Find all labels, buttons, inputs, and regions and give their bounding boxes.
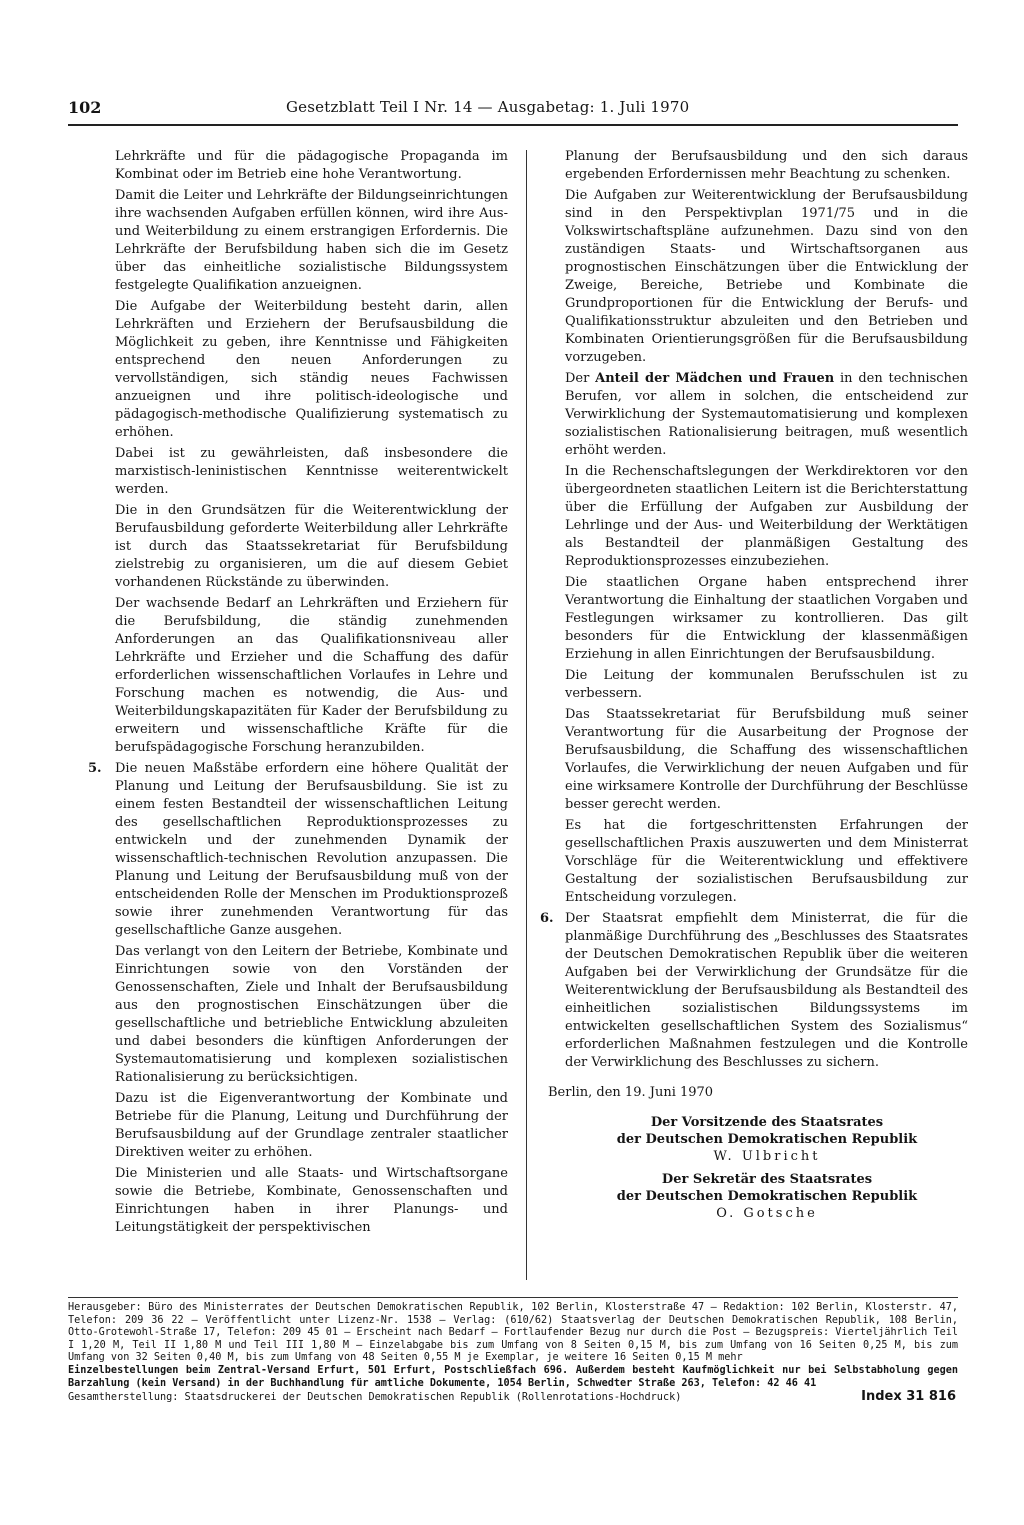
text-run: in den technischen Berufen, vor allem in solchen, die entscheidend zur Verwirklichung der Systemautomatisierung und komplexen sozialistischen Rationalisierung beitragen, muß wesentlich erhöht werden. (565, 371, 968, 458)
signature-title: Der Sekretär des Staatsrates (661, 1172, 873, 1187)
paragraph: Die staatlichen Organe haben entsprechend ihrer Verantwortung die Einhaltung der staatlichen Vorgaben und Festlegungen wirksamer zu kontrollieren. Das gilt besonders für die Entwicklung der klassenmäßigen Erziehung in allen Einrichtungen der Berufsausbildung. (565, 575, 968, 662)
paragraph (546, 370, 968, 460)
emphasis-text: Anteil der Mädchen und Frauen (595, 371, 835, 386)
left-column (68, 148, 508, 1240)
paragraph: Es hat die fortgeschrittensten Erfahrungen der gesellschaftlichen Praxis auszuwerten und dem Ministerrat Vorschläge für die Weiterentwicklung und effektivere Gestaltung der sozialistischen Berufsausbildung zur Entscheidung vorzulegen. (565, 818, 968, 905)
paragraph: Die Aufgabe der Weiterbildung besteht darin, allen Lehrkräften und Erziehern der Berufsausbildung die Möglichkeit zu geben, ihre Kenntnisse und Fähigkeiten entsprechend den neuen Anforderungen zu vervollständigen, sich ständig neues Fachwissen anzueignen und ihre politisch-ideologische und pädagogisch-methodische Qualifizierung systematisch zu erhöhen. (115, 299, 508, 440)
header-rule (68, 124, 958, 126)
signature-title: der Deutschen Demokratischen Republik (616, 1132, 918, 1147)
item-number: 6. (540, 911, 554, 926)
index-number: Index 31 816 (861, 1389, 956, 1405)
imprint-footer (68, 1297, 958, 1405)
column-divider (526, 150, 527, 1280)
paragraph: Die Leitung der kommunalen Berufsschulen ist zu verbessern. (565, 668, 968, 701)
paragraph: Dabei ist zu gewährleisten, daß insbesondere die marxistisch-leninistischen Kenntnisse weiterentwickelt werden. (115, 446, 508, 497)
paragraph: Der wachsende Bedarf an Lehrkräften und Erziehern für die Berufsbildung, die ständig zunehmenden Anforderungen an das Qualifikationsniveau aller Lehrkräfte und Erzieher und die Schaffung des dafür erforderlichen wissenschaftlichen Vorlaufes in Lehre und Forschung machen es notwendig, die Aus- und Weiterbildungskapazitäten für Kader der Berufsbildung zu erweitern und wissenschaftliche Kräfte für die berufspädagogische Forschung heranzubilden. (115, 596, 508, 755)
item-text: Die neuen Maßstäbe erfordern eine höhere Qualität der Planung und Leitung der Berufsausbildung. Sie ist zu einem festen Bestandteil der wissenschaftlichen Leitung des gesellschaftlichen Reproduktionsprozesses zu entwickeln und der zunehmenden Dynamik der wissenschaftlich-technischen Revolution anzupassen. Die Planung und Leitung der Berufsausbildung muß von der entscheidenden Rolle der Menschen im Produktionsprozeß sowie ihrer zunehmenden Verantwortung für das gesellschaftliche Ganze ausgehen. (115, 761, 508, 938)
numbered-item-6 (540, 910, 968, 1072)
page-number: 102 (68, 98, 102, 117)
paragraph: Dazu ist die Eigenverantwortung der Kombinate und Betriebe für die Planung, Leitung und Durchführung der Berufsausbildung auf der Grundlage zentraler staatlicher Direktiven weiter zu erhöhen. (115, 1091, 508, 1160)
header-title: Gesetzblatt Teil I Nr. 14 — Ausgabetag: 1. Juli 1970 (286, 98, 690, 116)
signature-title: der Deutschen Demokratischen Republik (616, 1189, 918, 1204)
place-date: Berlin, den 19. Juni 1970 (548, 1085, 714, 1100)
paragraph: Lehrkräfte und für die pädagogische Propaganda im Kombinat oder im Betrieb eine hohe Verantwortung. (115, 149, 508, 182)
publisher-info: Herausgeber: Büro des Ministerrates der Deutschen Demokratischen Republik, 102 Berlin, Klosterstraße 47 – Redaktion: 102 Berlin, Klosterstr. 47, Telefon: 209 36 22 – Veröffentlicht unter Lizenz-Nr. 1538 – Verlag: (610/62) Staatsverlag der Deutschen Demokratischen Republik, 108 Berlin, Otto-Grotewohl-Straße 17, Telefon: 209 45 01 – Erscheint nach Bedarf – Fortlaufender Bezug nur durch die Post – Bezugspreis: Vierteljährlich Teil I 1,20 M, Teil II 1,80 M und Teil III 1,80 M – Einzelabgabe bis zum Umfang von 8 Seiten 0,15 M, bis zum Umfang von 16 Seiten 0,25 M, bis zum Umfang von 32 Seiten 0,40 M, bis zum Umfang von 48 Seiten 0,55 M je Exemplar, je weitere 16 Seiten 0,15 M mehr (68, 1302, 958, 1364)
paragraph: Die in den Grundsätzen für die Weiterentwicklung der Berufausbildung geforderte Weiterbildung aller Lehrkräfte ist durch das Staatssekretariat für Berufsbildung zielstrebig zu organisieren, um die auf diesem Gebiet vorhandenen Rückstände zu überwinden. (115, 503, 508, 590)
paragraph: Das verlangt von den Leitern der Betriebe, Kombinate und Einrichtungen sowie von den Vorständen der Genossenschaften, Ziele und Inhalt der Berufsausbildung aus den prognostischen Einschätzungen über die gesellschaftliche und betriebliche Entwicklung abzuleiten und dabei besonders die künftigen Anforderungen der Systemautomatisierung und komplexen sozialistischen Rationalisierung zu berücksichtigen. (115, 944, 508, 1085)
signatory-name: W. Ulbricht (713, 1149, 821, 1164)
paragraph: In die Rechenschaftslegungen der Werkdirektoren vor den übergeordneten staatlichen Leitern ist die Berichterstattung über die Erfüllung der Aufgaben zur Ausbildung der Lehrlinge und der Aus- und Weiterbildung der Werktätigen als Bestandteil der planmäßigen Gestaltung des Reproduktionsprozesses einzubeziehen. (565, 464, 968, 569)
item-number: 5. (88, 761, 102, 776)
paragraph: Die Ministerien und alle Staats- und Wirtschaftsorgane sowie die Betriebe, Kombinate, Genossenschaften und Einrichtungen haben in ihrer Planungs- und Leitungstätigkeit der perspektivischen (115, 1166, 508, 1235)
paragraph: Das Staatssekretariat für Berufsbildung muß seiner Verantwortung für die Ausarbeitung der Prognose der Berufsausbildung, die Schaffung des wissenschaftlichen Vorlaufes, die Verwirklichung der neuen Aufgaben und für eine wirksamere Kontrolle der Durchführung der Beschlüsse besser gerecht werden. (565, 707, 968, 812)
text-run: Der (565, 371, 596, 386)
signature-block-chairman (566, 1114, 968, 1165)
page-header (68, 96, 958, 126)
paragraph: Damit die Leiter und Lehrkräfte der Bildungseinrichtungen ihre wachsenden Aufgaben erfüllen können, wird ihre Aus- und Weiterbildung zu einem erstrangigen Erfordernis. Die Lehrkräfte der Berufsbildung haben sich die im Gesetz über das einheitliche sozialistische Bildungssystem festgelegte Qualifikation anzueignen. (115, 188, 508, 293)
order-info: Einzelbestellungen beim Zentral-Versand Erfurt, 501 Erfurt, Postschließfach 696. Außerdem besteht Kaufmöglichkeit nur bei Selbstabholung gegen Barzahlung (kein Versand) in der Buchhandlung für amtliche Dokumente, 1054 Berlin, Schwedter Straße 263, Telefon: 42 46 41 (68, 1364, 958, 1389)
paragraph: Die Aufgaben zur Weiterentwicklung der Berufsausbildung sind in den Perspektivplan 1971/75 und in die Volkswirtschaftspläne aufzunehmen. Dazu sind von den zuständigen Staats- und Wirtschaftsorganen aus prognostischen Einschätzungen über die Entwicklung der Zweige, Bereiche, Betriebe und Kombinate die Grundproportionen für die Entwicklung der Berufs- und Qualifikationsstruktur abzuleiten und den Betrieben und Kombinaten Orientierungsgrößen für die Berufsausbildung vorzugeben. (565, 188, 968, 365)
item-text: Der Staatsrat empfiehlt dem Ministerrat, die für die planmäßige Durchführung des „Beschlusses des Staatsrates der Deutschen Demokratischen Republik über die weiteren Aufgaben bei der Verwirklichung der Grundsätze für die Weiterentwicklung der Berufsausbildung als Bestandteil des einheitlichen sozialistischen Bildungssystems im entwickelten gesellschaftlichen System des Sozialismus“ erforderlichen Maßnahmen festzulegen und die Kontrolle der Verwirklichung des Beschlusses zu sichern. (565, 911, 968, 1070)
numbered-item-5 (68, 760, 508, 940)
printer-line (68, 1389, 958, 1405)
printer-info: Gesamtherstellung: Staatsdruckerei der Deutschen Demokratischen Republik (Rollenrotations-Hochdruck) (68, 1392, 682, 1404)
signature-block-secretary (566, 1171, 968, 1222)
signatory-name: O. Gotsche (716, 1206, 818, 1221)
right-column (540, 148, 968, 1228)
signature-title: Der Vorsitzende des Staatsrates (650, 1115, 884, 1130)
paragraph: Planung der Berufsausbildung und den sich daraus ergebenden Erfordernissen mehr Beachtung zu schenken. (565, 149, 968, 182)
